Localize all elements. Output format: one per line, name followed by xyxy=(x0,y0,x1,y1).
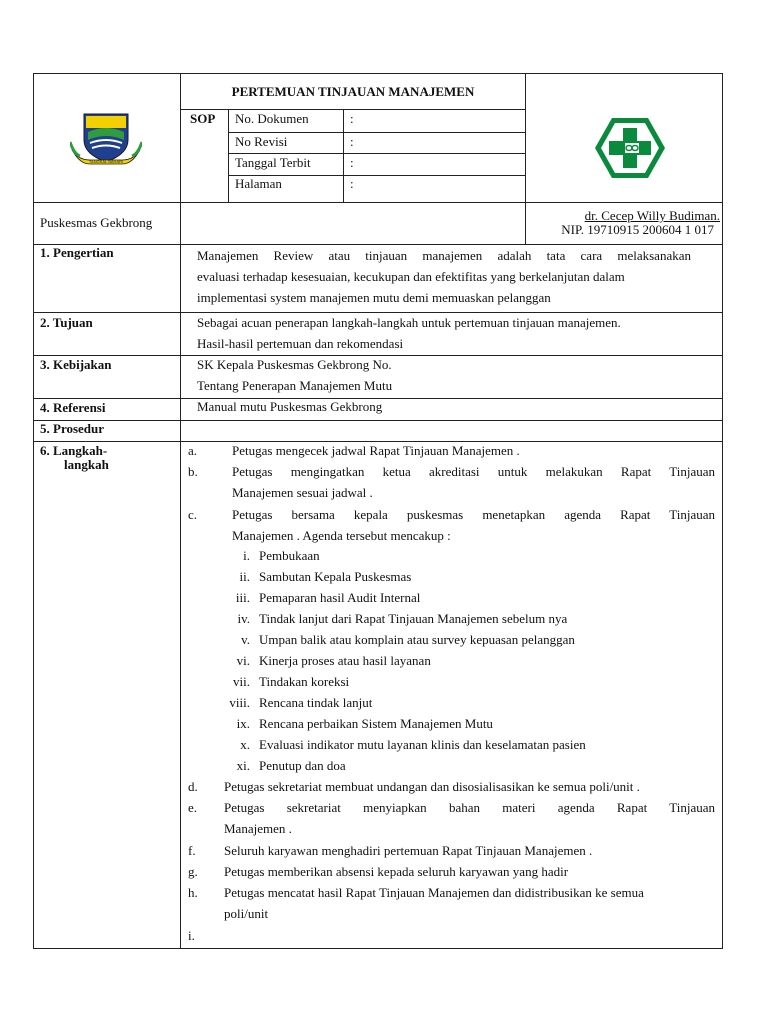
step-marker-g: g. xyxy=(188,864,198,879)
field-label-halaman: Halaman xyxy=(235,176,282,191)
step-c-line-1: Petugas bersama kepala puskesmas menetapkan agenda Rapat Tinjauan xyxy=(232,507,715,522)
step-marker-f: f. xyxy=(188,843,196,858)
step-h-line-2: poli/unit xyxy=(224,906,269,921)
step-d-line-1: Petugas sekretariat membuat undangan dan disosialisasikan ke semua poli/unit . xyxy=(224,779,640,794)
referensi-line-1: Manual mutu Puskesmas Gekbrong xyxy=(197,399,383,414)
agenda-item: Sambutan Kepala Puskesmas xyxy=(259,569,412,584)
section-label-langkah-2: langkah xyxy=(64,457,109,472)
step-marker-e: e. xyxy=(188,800,198,815)
section-label-prosedur: 5. Prosedur xyxy=(40,421,105,436)
step-g-line-1: Petugas memberikan absensi kepada seluruh karyawan yang hadir xyxy=(224,864,569,879)
section-label-pengertian: 1. Pengertian xyxy=(40,245,114,260)
pengertian-line-1: Manajemen Review atau tinjauan manajemen adalah tata cara melaksanakan xyxy=(197,248,691,263)
agenda-item: Umpan balik atau komplain atau survey kepuasan pelanggan xyxy=(259,632,575,647)
agenda-item: Tindak lanjut dari Rapat Tinjauan Manajemen sebelum nya xyxy=(259,611,568,626)
step-marker-h: h. xyxy=(188,885,198,900)
step-h-line-1: Petugas mencatat hasil Rapat Tinjauan Manajemen dan didistribusikan ke semua xyxy=(224,885,644,900)
pengertian-line-2: evaluasi terhadap kesesuaian, kecukupan dan efektifitas yang berkelanjutan dalam xyxy=(197,269,625,284)
kebijakan-line-1: SK Kepala Puskesmas Gekbrong No. xyxy=(197,357,392,372)
step-e-line-1: Petugas sekretariat menyiapkan bahan materi agenda Rapat Tinjauan xyxy=(224,800,715,815)
agenda-num: vii. xyxy=(233,674,250,689)
section-label-referensi: 4. Referensi xyxy=(40,400,106,415)
section-label-langkah: 6. Langkah- xyxy=(40,443,108,458)
step-marker-c: c. xyxy=(188,507,198,522)
agenda-num: iii. xyxy=(235,590,250,605)
agenda-item: Penutup dan doa xyxy=(259,758,346,773)
agenda-item: Rencana tindak lanjut xyxy=(259,695,373,710)
signatory-nip: NIP. 19710915 200604 1 017 xyxy=(561,222,714,237)
tujuan-line-2: Hasil-hasil pertemuan dan rekomendasi xyxy=(197,336,404,351)
agenda-item: Kinerja proses atau hasil layanan xyxy=(259,653,431,668)
signatory-name: dr. Cecep Willy Budiman. xyxy=(584,208,720,223)
agenda-num: ix. xyxy=(236,716,250,731)
step-marker-b: b. xyxy=(188,464,198,479)
field-value-no-revisi: : xyxy=(350,134,354,149)
step-b-line-1: Petugas mengingatkan ketua akreditasi untuk melakukan Rapat Tinjauan xyxy=(232,464,715,479)
section-label-tujuan: 2. Tujuan xyxy=(40,315,93,330)
agenda-num: x. xyxy=(240,737,250,752)
agenda-num: i. xyxy=(243,548,250,563)
logo-motto: TANGKAL BAHARI xyxy=(88,159,124,164)
agenda-num: iv. xyxy=(237,611,250,626)
agenda-item: Tindakan koreksi xyxy=(259,674,350,689)
agenda-num: v. xyxy=(241,632,250,647)
step-c-line-2: Manajemen . Agenda tersebut mencakup : xyxy=(232,528,451,543)
agenda-num: xi. xyxy=(236,758,250,773)
field-value-no-dokumen: : xyxy=(350,111,354,126)
agenda-num: viii. xyxy=(229,695,250,710)
pengertian-line-3: implementasi system manajemen mutu demi memuaskan pelanggan xyxy=(197,290,551,305)
step-f-line-1: Seluruh karyawan menghadiri pertemuan Rapat Tinjauan Manajemen . xyxy=(224,843,593,858)
step-b-line-2: Manajemen sesuai jadwal . xyxy=(232,485,373,500)
agenda-num: vi. xyxy=(236,653,250,668)
step-marker-i: i. xyxy=(188,928,195,943)
step-a-line-1: Petugas mengecek jadwal Rapat Tinjauan Manajemen . xyxy=(232,443,520,458)
field-label-no-revisi: No Revisi xyxy=(235,134,288,149)
agenda-item: Pemaparan hasil Audit Internal xyxy=(259,590,421,605)
section-label-kebijakan: 3. Kebijakan xyxy=(40,357,112,372)
field-value-halaman: : xyxy=(350,176,354,191)
tujuan-line-1: Sebagai acuan penerapan langkah-langkah untuk pertemuan tinjauan manajemen. xyxy=(197,315,621,330)
puskesmas-logo xyxy=(594,116,666,180)
regency-logo xyxy=(70,110,142,170)
document-title: PERTEMUAN TINJAUAN MANAJEMEN xyxy=(231,84,475,99)
agenda-item: Evaluasi indikator mutu layanan klinis dan keselamatan pasien xyxy=(259,737,586,752)
field-label-no-dokumen: No. Dokumen xyxy=(235,111,309,126)
organization-name: Puskesmas Gekbrong xyxy=(40,215,153,230)
step-marker-d: d. xyxy=(188,779,198,794)
kebijakan-line-2: Tentang Penerapan Manajemen Mutu xyxy=(197,378,393,393)
step-e-line-2: Manajemen . xyxy=(224,821,292,836)
agenda-item: Rencana perbaikan Sistem Manajemen Mutu xyxy=(259,716,493,731)
agenda-item: Pembukaan xyxy=(259,548,320,563)
agenda-num: ii. xyxy=(239,569,250,584)
field-label-tanggal-terbit: Tanggal Terbit xyxy=(235,155,311,170)
step-marker-a: a. xyxy=(188,443,198,458)
sop-label: SOP xyxy=(190,111,216,126)
field-value-tanggal-terbit: : xyxy=(350,155,354,170)
